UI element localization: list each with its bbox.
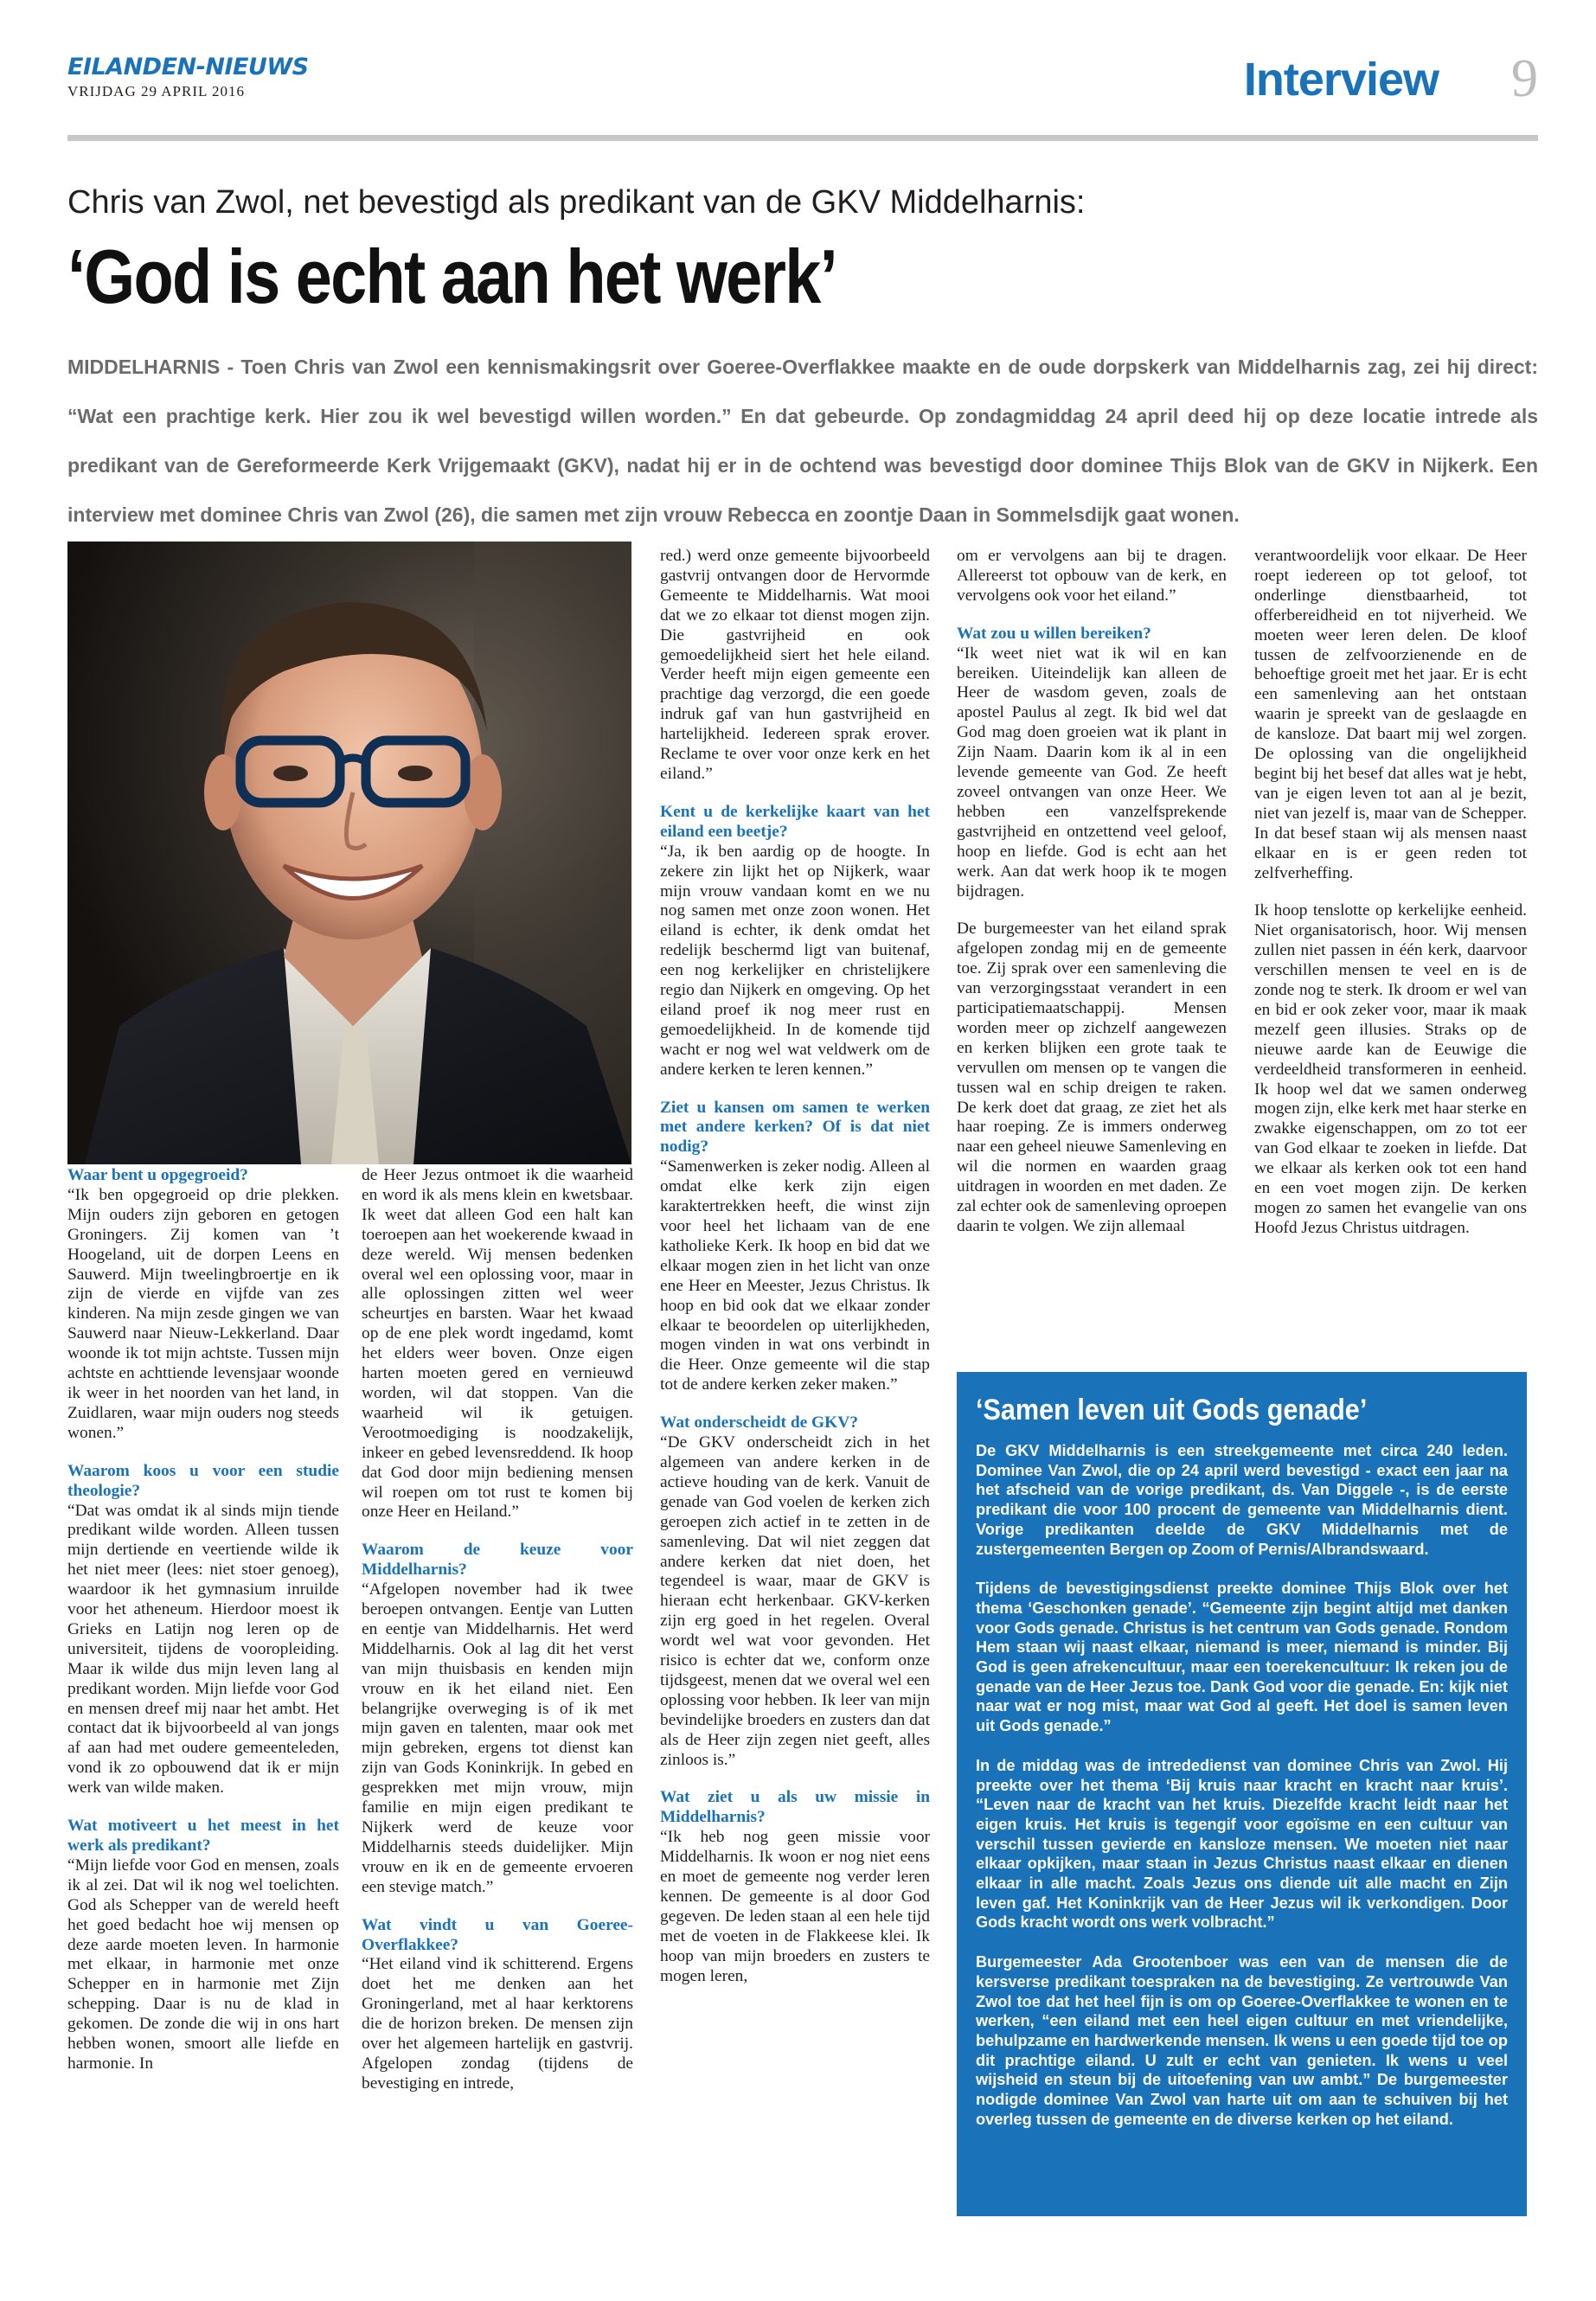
answer-paragraph: om er vervolgens aan bij te dragen. Allereerst tot opbouw van de kerk, en vervolgens ook voor het eiland.” xyxy=(957,547,1227,605)
question-heading: Wat zou u willen bereiken? xyxy=(957,624,1151,643)
sidebar-paragraph: Burgemeester Ada Grootenboer was een van de mensen die de kersverse predikant toespraken na de bevestiging. Ze vertrouwde Van Zwol toe dat het heel fijn is om op Goeree-Overflakkee te wonen en te werken, “een eiland met een heel eigen cultuur en met vriendelijke, behulpzame en hardwerkende mensen. Ik wens u een goede tijd toe op dit prachtige eiland. U zult er echt van genieten. Ik wens u veel wijsheid en steun bij de uitoefening van uw ambt.” De burgemeester nodigde dominee Van Zwol van harte uit om aan te schuiven bij het overleg tussen de gemeente en de diverse kerken op het eiland. xyxy=(976,1953,1508,2128)
question-heading: Kent u de kerkelijke kaart van het eiland een beetje? xyxy=(660,802,930,841)
answer-paragraph: “Ik weet niet wat ik wil en kan bereiken. Uiteindelijk kan alleen de Heer de wasdom geven, zoals de apostel Paulus al zegt. Ik bid wel dat God mag doen groeien wat ik plant in Zijn Naam. Daarin kom ik al in een levende gemeente van God. Ze heeft zoveel ontvangen van onze Heer. We hebben een vanzelfsprekende gastvrijheid en ontzettend veel geloof, hoop en liefde. God is echt aan het werk. Aan dat werk hoop ik te mogen bijdragen. xyxy=(957,644,1227,901)
answer-paragraph: “De GKV onderscheidt zich in het algemeen van andere kerken in de actieve houding van de kerk. Vanuit de genade van God voelen de kerken zich geroepen zich actief in te zetten in de samenleving. Dat wil niet zeggen dat andere kerken dat niet doen, het tegendeel is waar, maar de GKV is hieraan echt herkenbaar. GKV-kerken zijn erg goed in het regelen. Overal wordt wel wat voor gevonden. Het risico is echter dat we, conform onze tijdsgeest, menen dat we overal wel een oplossing voor hebben. Ik leer van mijn bevindelijke broeders en zusters dan dat als de Heer zijn zegen niet geeft, alles zinloos is.” xyxy=(660,1433,930,1769)
answer-paragraph: “Ik heb nog geen missie voor Middelharnis. Ik woon er nog niet eens en moet de gemeente nog verder leren kennen. De gemeente is al door God gegeven. De leden staan al een hele tijd met de voeten in de Flakkeese klei. Ik hoop van mijn broeders en zusters te mogen leren, xyxy=(660,1828,930,1985)
answer-paragraph: “Dat was omdat ik al sinds mijn tiende predikant wilde worden. Alleen tussen mijn dertiende en veertiende wilde ik het niet meer (lees: niet stoer genoeg), waardoor ik het gymnasium inruilde voor het atheneum. Hierdoor moest ik Grieks en Latijn nog leren op de universiteit, tijdens de vooropleiding. Maar ik wilde dus mijn leven lang al predikant worden. Mijn liefde voor God en mensen dreef mij naar het ambt. Het contact dat ik bijvoorbeeld al van jongs af aan had met oudere gemeenteleden, vond ik zo opbouwend dat ik er mijn werk van wilde maken. xyxy=(67,1501,339,1798)
article-column-5 xyxy=(1254,547,1527,1239)
answer-paragraph: de Heer Jezus ontmoet ik die waarheid en word ik als mens klein en kwetsbaar. Ik weet dat alleen God een halt kan toeroepen aan het woekerende kwaad in deze wereld. Wij mensen bedenken overal wel een oplossing voor, maar in alle oplossingen zitten wel weer scheurtjes en barsten. Waar het kwaad op de ene plek wordt ingedamd, komt het elders weer boven. Onze eigen harten moeten gered en vernieuwd worden, wil dat stoppen. Van die waarheid wil ik getuigen. Verootmoediging is noodzakelijk, inkeer en gebed levensreddend. Ik hoop dat God door mijn bediening mensen wil roepen om tot rust te komen bij onze Heer en Heiland.” xyxy=(362,1166,633,1522)
answer-paragraph: “Het eiland vind ik schitterend. Ergens doet het me denken aan het Groningerland, met al haar kerktorens die de horizon breken. De mensen zijn over het algemeen hartelijk en gastvrij. Afgelopen zondag (tijdens de bevestiging en intrede, xyxy=(362,1955,633,2093)
sidebar-paragraph: Tijdens de bevestigingsdienst preekte dominee Thijs Blok over het thema ‘Geschonken genade’. “Gemeente zijn begint altijd met danken voor Gods genade. Christus is het centrum van Gods genade. Rondom Hem staan wij naast elkaar, niemand is meer, niemand is minder. Bij God is geen afrekencultuur, maar een toerekencultuur: Ik reken jou de genade van de Heer Jezus toe. Dank God voor die genade. En: kijk niet naar wat er nog mist, maar wat God al geeft. Het doel is samen leven uit Gods genade.” xyxy=(976,1580,1508,1735)
question-heading: Wat onderscheidt de GKV? xyxy=(660,1413,858,1433)
answer-paragraph: “Ja, ik ben aardig op de hoogte. In zekere zin lijkt het op Nijkerk, waar mijn vrouw vandaan komt en we nu nog samen met onze zoon wonen. Het eiland is echter, ik denk omdat het redelijk beschermd ligt van buitenaf, een nog kerkelijker en christelijkere regio dan Nijkerk en omgeving. Op het eiland proef ik nog meer rust en gemoedelijkheid. In de komende tijd wacht er nog wel wat veldwerk om de andere kerken te leren kennen.” xyxy=(660,842,930,1079)
answer-paragraph: verantwoordelijk voor elkaar. De Heer roept iedereen op tot geloof, tot onderlinge dienstbaarheid, tot offerbereidheid en tot nijverheid. We moeten weer leren delen. De kloof tussen de zelfvoorzienende en de behoeftige groeit met het jaar. Er is echt een samenleving aan het ontstaan waarin je spreekt van de geslaagde en de kansloze. Dat baart mij wel zorgen. De oplossing van die ongelijkheid begint bij het besef dat alles wat je hebt, van je eigen leven tot aan al je bezit, niet van jezelf is, maar van de Schepper. In dat besef staan wij als mensen naast elkaar en is er geen reden tot zelfverheffing. xyxy=(1254,547,1527,882)
answer-paragraph: “Mijn liefde voor God en mensen, zoals ik al zei. Dat wil ik nog wel toelichten. God als Schepper van de wereld heeft het goed bedacht hoe wij mensen op deze aarde moeten leven. In harmonie met elkaar, in harmonie met onze Schepper en in harmonie met Zijn schepping. Daar is nu de klad in gekomen. De zonde die wij in ons hart hebben wonen, smoort alle liefde en harmonie. In xyxy=(67,1856,339,2073)
answer-paragraph: Ik hoop tenslotte op kerkelijke eenheid. Niet organisatorisch, hoor. Wij mensen zullen niet passen in één kerk, daarvoor verschillen mensen te veel en is de zonde nog te sterk. Ik droom er wel van en bid er ook zeker voor, maar ik maak mezelf geen illusies. Straks op de nieuwe aarde kan de Eeuwige die verdeeldheid transformeren in eenheid. Ik hoop wel dat we samen onderweg mogen zijn, elke kerk met haar sterke en zwakke eigenschappen, om zo tot eer van God elkaar te zoeken in liefde. Dat we elkaar als kerken ook tot een hand en een voet mogen zijn. De kerken mogen zo samen het evangelie van ons Hoofd Jezus Christus uitdragen. xyxy=(1254,901,1527,1237)
article-column-1 xyxy=(67,1166,339,2074)
sidebar-box-title: ‘Samen leven uit Gods genade’ xyxy=(976,1394,1368,1426)
article-kicker: Chris van Zwol, net bevestigd als predikant van de GKV Middelharnis: xyxy=(67,184,1086,221)
article-intro: MIDDELHARNIS - Toen Chris van Zwol een kennismakingsrit over Goeree-Overflakkee maakte en de oude dorpskerk van Middelharnis zag, zei hij direct: “Wat een prachtige kerk. Hier zou ik wel bevestigd willen worden.” En dat gebeurde. Op zondagmiddag 24 april deed hij op deze locatie intrede als predikant van de Gereformeerde Kerk Vrijgemaakt (GKV), nadat hij er in de ochtend was bevestigd door dominee Thijs Blok van de GKV in Nijkerk. Een interview met dominee Chris van Zwol (26), die samen met zijn vrouw Rebecca en zoontje Daan in Sommelsdijk gaat wonen. xyxy=(67,356,1538,526)
question-heading: Waarom de keuze voor Middelharnis? xyxy=(362,1541,633,1580)
sidebar-paragraph: De GKV Middelharnis is een streekgemeente met circa 240 leden. Dominee Van Zwol, die op 24 april werd bevestigd - exact een jaar na het afscheid van de vorige predikant, ds. Van Diggele -, is de eerste predikant die voor 100 procent de gemeente van Middelharnis dient. Vorige predikanten deelde de GKV Middelharnis met de zustergemeenten Bergen op Zoom of Pernis/Albrandswaard. xyxy=(976,1442,1508,1558)
publication-date: VRIJDAG 29 APRIL 2016 xyxy=(67,83,246,99)
portrait-photo xyxy=(67,542,631,1164)
question-heading: Waarom koos u voor een studie theologie? xyxy=(67,1461,339,1500)
question-heading: Wat motiveert u het meest in het werk als predikant? xyxy=(67,1817,339,1855)
sidebar-paragraph: In de middag was de intrededienst van dominee Chris van Zwol. Hij preekte over het thema ‘Bij kruis naar kracht en kracht naar kruis’. “Leven naar de kracht van het kruis. Diezelfde kracht leidt naar het eigen kruis. Het kruis is tegengif voor egoïsme en een cultuur van verschil tussen gevierde en kansloze mensen. We moeten niet naar elkaar opkijken, maar staan in Jezus Christus naast elkaar en dienen elkaar in alle macht. Zoals Jezus ons diende uit alle macht en Zijn leven gaf. Het Koninkrijk van de Heer Jezus wil ik verkondigen. Door Gods kracht wordt ons werk volbracht.” xyxy=(976,1756,1508,1932)
question-heading: Wat vindt u van Goeree-Overflakkee? xyxy=(362,1915,633,1954)
question-heading: Waar bent u opgegroeid? xyxy=(67,1166,248,1184)
answer-paragraph: “Samenwerken is zeker nodig. Alleen al omdat elke kerk zijn eigen karaktertrekken heeft, die winst zijn voor heel het lichaam van de ene katholieke Kerk. Ik hoop en bid dat we elkaar mogen zien in het licht van onze ene Heer en Meester, Jezus Christus. Ik hoop en bid ook dat we elkaar zonder elkaar te beoordelen op uiterlijkheden, mogen vinden in wat ons verbindt in die Heer. Onze gemeente wil die stap tot de andere kerken zeker maken.” xyxy=(660,1157,930,1394)
article-column-3 xyxy=(660,547,930,1987)
answer-paragraph: red.) werd onze gemeente bijvoorbeeld gastvrij ontvangen door de Hervormde Gemeente te Middelharnis. Wat mooi dat we zo elkaar tot dienst mogen zijn. Die gastvrijheid en ook gemoedelijkheid siert het hele eiland. Verder heeft mijn eigen gemeente een prachtige dag verzorgd, die een goede indruk gaf van hun gastvrijheid en hartelijkheid. Iedereen sprak erover. Reclame te over voor onze kerk en het eiland.” xyxy=(660,547,930,783)
portrait-illustration xyxy=(67,542,631,1164)
article-column-2 xyxy=(362,1166,633,2094)
answer-paragraph: “Afgelopen november had ik twee beroepen ontvangen. Eentje van Lutten en eentje van Middelharnis. Het werd Middelharnis. Ook al lag dit het verst van mijn thuisbasis en kenden mijn vrouw en ik het eiland niet. Een belangrijke overweging is of ik met mijn gaven en talenten, maar ook met mijn gebreken, ergens tot dienst kan zijn van Gods Koninkrijk. In gebed en gesprekken met mijn vrouw, mijn familie en mijn eigen predikant te Nijkerk werd de keuze voor Middelharnis steeds duidelijker. Mijn vrouw en ik en de gemeente ervoeren een stevige match.” xyxy=(362,1580,633,1896)
article-headline: ‘God is echt aan het werk’ xyxy=(67,234,836,319)
header-divider xyxy=(67,135,1538,141)
answer-paragraph: “Ik ben opgegroeid op drie plekken. Mijn ouders zijn geboren en getogen Groningers. Zij komen van ’t Hoogeland, uit de dorpen Leens en Sauwerd. Mijn tweelingbroertje en ik zijn de vierde en vijfde van zes kinderen. Na mijn zesde gingen we van Sauwerd naar Nieuw-Lekkerland. Daar woonde ik tot mijn achtste. Tussen mijn achtste en achttiende levensjaar woonde ik weer in het noorden van het land, in Zuidlaren, waar mijn ouders nog steeds wonen.” xyxy=(67,1185,339,1442)
question-heading: Ziet u kansen om samen te werken met andere kerken? Of is dat niet nodig? xyxy=(660,1098,930,1157)
article-column-4 xyxy=(957,547,1227,1237)
question-heading: Wat ziet u als uw missie in Middelharnis? xyxy=(660,1788,930,1827)
answer-paragraph: De burgemeester van het eiland sprak afgelopen zondag mij en de gemeente toe. Zij sprak over een samenleving die van verzorgingsstaat verandert in een participatiemaatschappij. Mensen worden meer op zichzelf aangewezen en kerken blijken een grote taak te vervullen om mensen op te vangen die tussen wal en schip dreigen te raken. De kerk doet dat graag, ze ziet het als haar roeping. Ze is immers onderweg naar een geheel nieuwe Samenleving en wil die normen en waarden graag uitdragen in woorden en met daden. Ze zal echter ook de samenleving oproepen daarin te volgen. We zijn allemaal xyxy=(957,920,1227,1235)
sidebar-box xyxy=(957,1372,1527,2216)
page-number: 9 xyxy=(1511,49,1538,108)
section-title: Interview xyxy=(1243,54,1439,106)
newspaper-logo: EILANDEN-NIEUWS xyxy=(67,54,309,80)
